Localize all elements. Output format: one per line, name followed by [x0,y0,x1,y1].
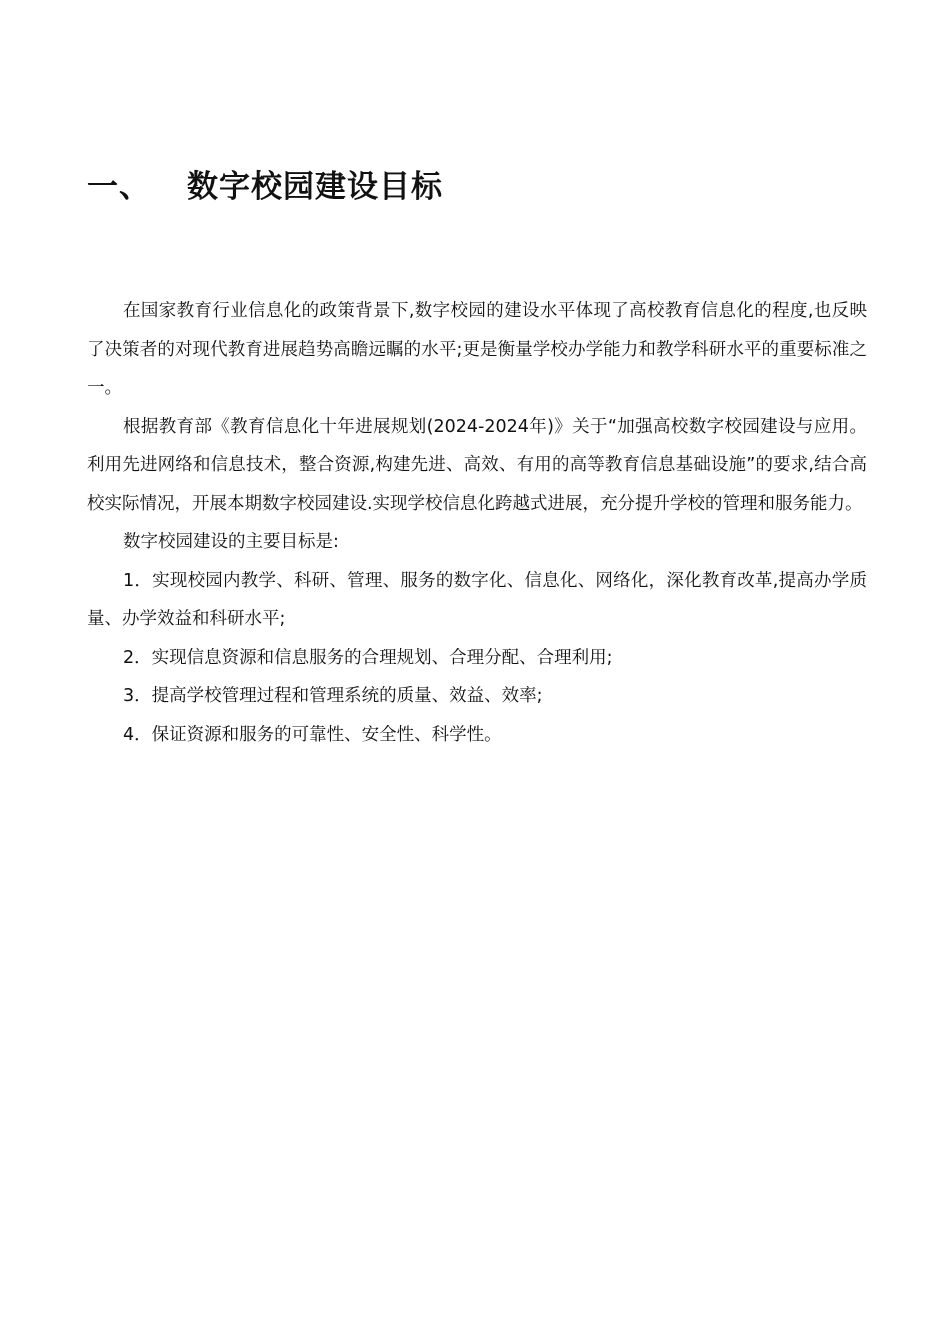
document-body [87,292,867,754]
section-number: 一、 [87,168,151,205]
goal-item-2: 2．实现信息资源和信息服务的合理规划、合理分配、合理利用; [123,647,613,668]
goal-item-3: 3．提高学校管理过程和管理系统的质量、效益、效率; [123,686,543,706]
goal-item-1: 1．实现校园内教学、科研、管理、服务的数字化、信息化、网络化，深化教育改革,提高办学质量、办学效益和科研水平; [87,570,867,629]
intro-paragraph: 在国家教育行业信息化的政策背景下,数字校园的建设水平体现了高校教育信息化的程度,也反映了决策者的对现代教育进展趋势高瞻远瞩的水平;更是衡量学校办学能力和教学科研水平的重要标准之一。 [87,301,867,398]
section-heading [87,158,443,208]
section-title: 数字校园建设目标 [187,168,443,205]
policy-paragraph: 根据教育部《教育信息化十年进展规划(2024-2024年)》关于“加强高校数字校园建设与应用。利用先进网络和信息技术，整合资源,构建先进、高效、有用的高等教育信息基础设施”的要求,结合高校实际情况，开展本期数字校园建设.实现学校信息化跨越式进展，充分提升学校的管理和服务能力。 [87,416,867,514]
goals-intro-paragraph: 数字校园建设的主要目标是: [123,532,339,552]
goal-item-4: 4．保证资源和服务的可靠性、安全性、科学性。 [123,724,502,745]
